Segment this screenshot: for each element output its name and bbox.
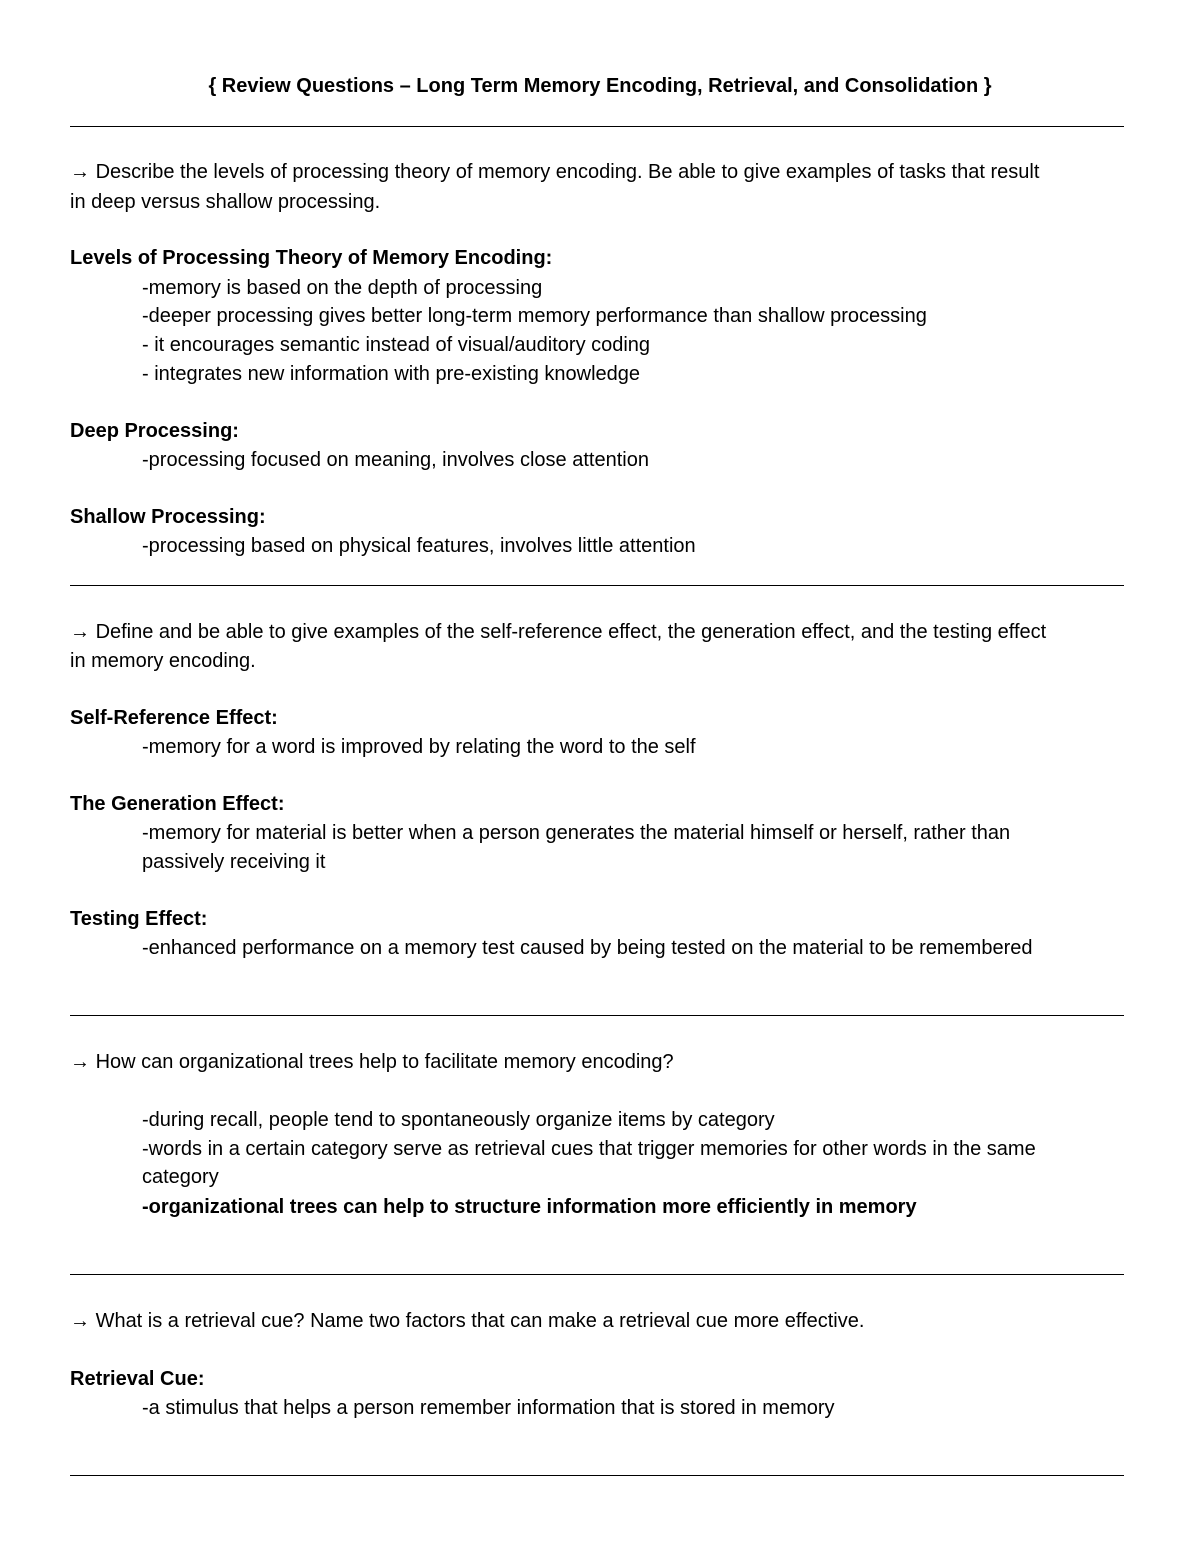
term-heading: Self-Reference Effect: [70,707,278,729]
arrow-right-icon: → [70,621,90,643]
term-line: - integrates new information with pre-existing knowledge [142,363,641,385]
arrow-right-icon: → [70,1051,90,1073]
term-line: -processing focused on meaning, involves close attention [142,449,649,471]
term-heading: Testing Effect: [70,908,208,930]
section-divider [70,585,1124,586]
term-line: -processing based on physical features, involves little attention [142,535,696,557]
question-2-line-2: in memory encoding. [70,650,256,672]
section-divider [70,126,1124,127]
question-3 [70,1048,674,1076]
answer-bold-line: -organizational trees can help to structure information more efficiently in memory [142,1196,917,1218]
question-2-line-1: Define and be able to give examples of the self-reference effect, the generation effect, and the testing effect [95,621,1047,643]
arrow-right-icon: → [70,1310,90,1332]
term-line: passively receiving it [142,851,326,873]
question-1 [70,158,1039,186]
question-4-line-1: What is a retrieval cue? Name two factors that can make a retrieval cue more effective. [95,1310,865,1332]
document-title: { Review Questions – Long Term Memory Encoding, Retrieval, and Consolidation } [208,75,992,97]
term-line: -memory for a word is improved by relating the word to the self [142,736,696,758]
term-line: -enhanced performance on a memory test caused by being tested on the material to be remembered [142,937,1033,959]
term-line: -memory for material is better when a person generates the material himself or herself, rather than [142,822,1011,844]
question-1-line-2: in deep versus shallow processing. [70,191,381,213]
term-heading: Shallow Processing: [70,506,266,528]
term-line: - it encourages semantic instead of visual/auditory coding [142,334,651,356]
term-heading: Levels of Processing Theory of Memory Encoding: [70,247,553,269]
question-4 [70,1307,864,1335]
term-line: -a stimulus that helps a person remember information that is stored in memory [142,1397,835,1419]
term-heading: Retrieval Cue: [70,1368,205,1390]
section-divider [70,1015,1124,1016]
term-line: -deeper processing gives better long-term memory performance than shallow processing [142,305,927,327]
answer-line: -during recall, people tend to spontaneously organize items by category [142,1109,775,1131]
section-divider [70,1274,1124,1275]
term-heading: Deep Processing: [70,420,239,442]
term-line: -memory is based on the depth of processing [142,277,543,299]
question-1-line-1: Describe the levels of processing theory of memory encoding. Be able to give examples of tasks that result [95,161,1040,183]
answer-line: -words in a certain category serve as retrieval cues that trigger memories for other words in the same [142,1138,1036,1160]
answer-line: category [142,1166,219,1188]
question-3-line-1: How can organizational trees help to facilitate memory encoding? [95,1051,674,1073]
question-2 [70,618,1046,646]
term-heading: The Generation Effect: [70,793,285,815]
arrow-right-icon: → [70,161,90,183]
section-divider [70,1475,1124,1476]
